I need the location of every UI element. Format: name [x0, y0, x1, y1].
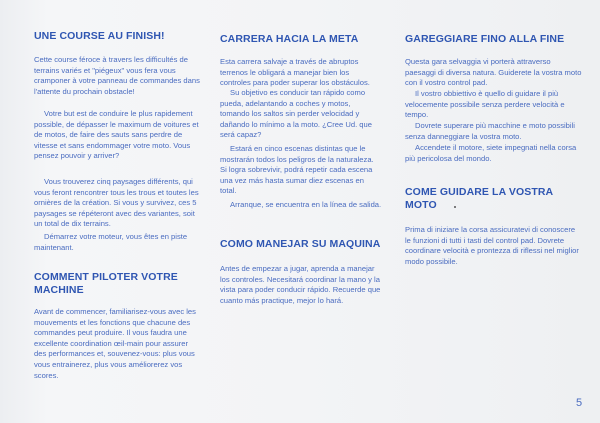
italian-heading-race: GAREGGIARE FINO ALLA FINE: [405, 33, 565, 45]
spanish-heading-race: CARRERA HACIA LA META: [220, 33, 359, 45]
french-paragraph-4: Démarrez votre moteur, vous êtes en piste maintenant.: [34, 232, 188, 252]
italian-paragraph-2: Il vostro obbiettivo è quello di guidare il più velocemente possibile senza perdere velocità e tempo.: [405, 89, 565, 120]
page-number: 5: [576, 397, 583, 409]
italian-paragraph-5: Prima di iniziare la corsa assicuratevi di conoscere le funzioni di tutti i tasti del control pad. Dovrete coordinare velocità e prontezza di riflessi nel miglior modo possibile.: [405, 225, 579, 266]
french-paragraph-2: Votre but est de conduire le plus rapidement possible, de dépasser le maximum de voitures et de motos, de faire des sauts sans perdre de vitesse et sans endommager votre moto. Vous pensez pouvoir y arriver?: [34, 109, 199, 161]
spanish-heading-controls: COMO MANEJAR SU MAQUINA: [220, 238, 381, 250]
spanish-paragraph-3: Estará en cinco escenas distintas que le mostrarán todos los peligros de la naturaleza. Si logra sobrevivir, podrá repetir cada escena una vez más hasta sumar diez escenas en total.: [220, 144, 374, 196]
spanish-paragraph-5: Antes de empezar a jugar, aprenda a manejar los controles. Necesitará coordinar la mano y la vista para poder conducir rápido. Recuerde que cuanto más practique, mejor lo hará.: [220, 264, 381, 305]
french-heading-controls: COMMENT PILOTER VOTRE MACHINE: [34, 271, 178, 296]
italian-heading-controls: COME GUIDARE LA VOSTRA MOTO: [405, 186, 553, 211]
spanish-paragraph-4: Arranque, se encuentra en la línea de salida.: [230, 200, 382, 209]
italian-paragraph-1: Questa gara selvaggia vi porterà attraverso paesaggi di diversa natura. Guiderete la vostra moto con il vostro control pad.: [405, 57, 582, 88]
italian-paragraph-4: Accendete il motore, siete impegnati nella corsa più pericolosa del mondo.: [405, 143, 577, 163]
french-paragraph-3: Vous trouverez cinq paysages différents, qui vous feront rencontrer tous les trous et toutes les ornières de la création. Si vous y survivez, ces 5 paysages se répéteront avec des variantes, soit un total de dix terrains.: [34, 177, 199, 229]
french-paragraph-1: Cette course féroce à travers les difficultés de terrains variés et "piégeux" vous fera vous cramponer à votre panneau de commandes dans l'attente du prochain obstacle!: [34, 55, 200, 96]
italian-paragraph-3: Dovrete superare più macchine e moto possibili senza danneggiare la vostra moto.: [405, 121, 575, 141]
spanish-paragraph-1: Esta carrera salvaje a través de abruptos terrenos le obligará a manejar bien los controles para poder superar los obstáculos.: [220, 57, 370, 88]
french-paragraph-5: Avant de commencer, familiarisez-vous avec les mouvements et les fonctions que chacune des commandes peut produire. Il vous faudra une excellente coordination œil-main pour assurer des performances et, souvenez-vous: plus vous vous entrainerez, plus vous améliorerez vos scores.: [34, 307, 196, 380]
print-speck: [454, 206, 456, 208]
french-heading-race: UNE COURSE AU FINISH!: [34, 30, 165, 42]
spanish-paragraph-2: Su objetivo es conducir tan rápido como pueda, adelantando a coches y motos, tomando los saltos sin perder velocidad y dañando lo mínimo a la moto. ¿Cree Ud. que será capaz?: [220, 88, 372, 140]
